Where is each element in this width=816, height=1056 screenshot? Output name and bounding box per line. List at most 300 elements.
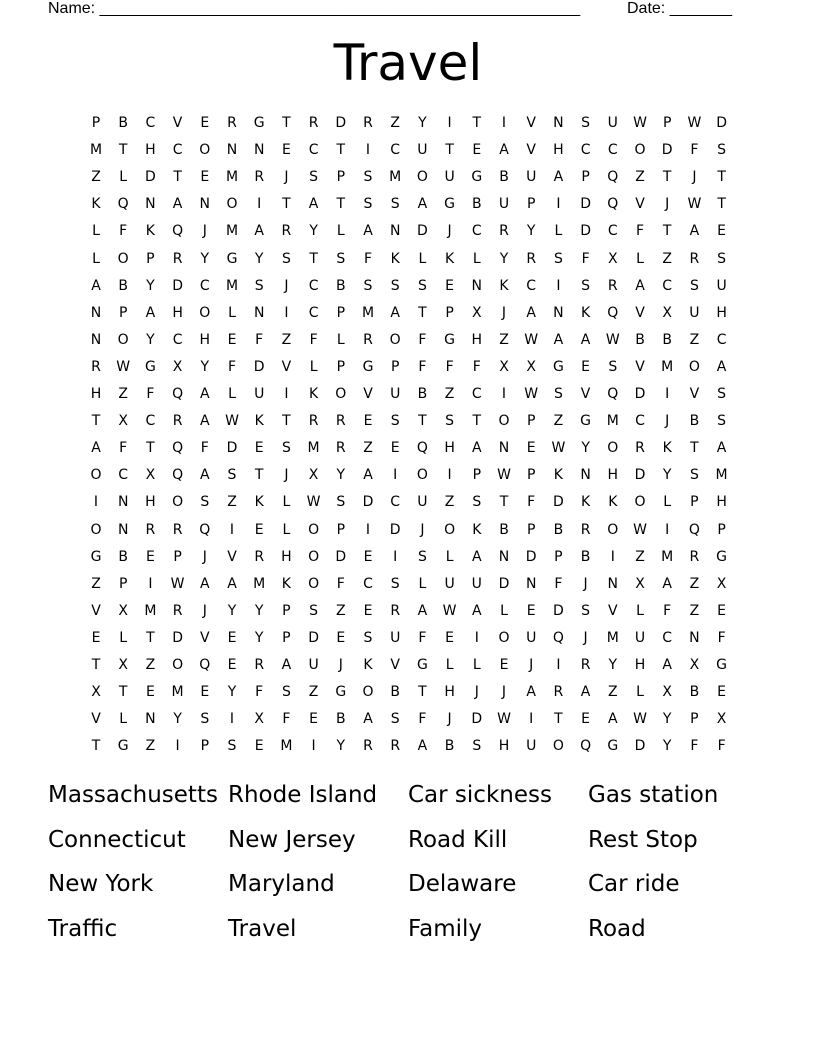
grid-letter[interactable]: P — [118, 575, 128, 592]
grid-letter[interactable]: N — [253, 142, 265, 159]
grid-letter[interactable]: V — [363, 386, 373, 402]
grid-letter[interactable]: P — [690, 494, 699, 511]
grid-letter[interactable]: P — [581, 169, 590, 186]
grid-letter[interactable]: Y — [336, 467, 346, 484]
grid-letter[interactable]: V — [608, 602, 618, 619]
grid-letter[interactable]: N — [498, 440, 510, 457]
grid-letter[interactable]: R — [553, 684, 564, 701]
grid-letter[interactable]: M — [661, 548, 674, 565]
grid-letter[interactable]: H — [444, 440, 455, 457]
grid-letter[interactable]: X — [662, 684, 672, 701]
grid-letter[interactable]: A — [227, 575, 237, 592]
grid-letter[interactable]: I — [229, 711, 235, 728]
grid-letter[interactable]: F — [581, 250, 590, 267]
grid-letter[interactable]: E — [717, 602, 727, 619]
grid-letter[interactable]: H — [444, 684, 455, 701]
grid-letter[interactable]: R — [580, 521, 591, 538]
grid-letter[interactable]: A — [200, 467, 210, 484]
grid-letter[interactable]: P — [690, 711, 699, 728]
grid-letter[interactable]: F — [663, 602, 672, 619]
grid-letter[interactable]: R — [689, 548, 700, 565]
grid-letter[interactable]: T — [418, 413, 427, 430]
grid-letter[interactable]: H — [199, 331, 211, 348]
grid-letter[interactable]: P — [200, 738, 210, 755]
grid-letter[interactable]: Q — [172, 386, 184, 402]
grid-letter[interactable]: M — [606, 629, 619, 646]
grid-letter[interactable]: R — [172, 602, 183, 619]
grid-letter[interactable]: F — [527, 494, 536, 511]
grid-letter[interactable]: V — [526, 142, 536, 159]
grid-letter[interactable]: I — [665, 386, 670, 402]
grid-letter[interactable]: Y — [581, 440, 590, 457]
grid-letter[interactable]: Z — [227, 494, 237, 511]
grid-letter[interactable]: D — [553, 602, 564, 619]
grid-letter[interactable]: L — [228, 304, 236, 321]
grid-letter[interactable]: R — [607, 277, 618, 294]
grid-letter[interactable]: T — [118, 684, 128, 701]
grid-letter[interactable]: X — [472, 304, 482, 321]
grid-letter[interactable]: P — [526, 196, 536, 213]
grid-letter[interactable]: Z — [635, 548, 645, 565]
grid-letter[interactable]: D — [335, 115, 347, 131]
grid-letter[interactable]: C — [607, 142, 618, 159]
grid-letter[interactable]: R — [689, 250, 700, 267]
grid-letter[interactable]: A — [200, 386, 210, 402]
grid-letter[interactable]: G — [90, 548, 102, 565]
grid-letter[interactable]: G — [335, 684, 347, 701]
grid-letter[interactable]: S — [200, 494, 210, 511]
grid-letter[interactable]: P — [445, 304, 454, 321]
grid-letter[interactable]: R — [580, 657, 591, 673]
grid-letter[interactable]: F — [554, 575, 563, 592]
grid-letter[interactable]: F — [418, 358, 427, 375]
grid-letter[interactable]: V — [390, 657, 400, 673]
grid-letter[interactable]: E — [227, 657, 237, 673]
grid-letter[interactable]: A — [580, 331, 591, 348]
grid-letter[interactable]: E — [581, 711, 591, 728]
grid-letter[interactable]: U — [607, 115, 618, 131]
grid-letter[interactable]: N — [90, 304, 102, 321]
grid-letter[interactable]: G — [144, 358, 156, 375]
grid-letter[interactable]: Y — [309, 223, 318, 240]
grid-letter[interactable]: M — [661, 358, 674, 375]
grid-letter[interactable]: A — [472, 602, 482, 619]
grid-letter[interactable]: Q — [172, 223, 184, 240]
grid-letter[interactable]: H — [145, 494, 156, 511]
grid-letter[interactable]: U — [390, 386, 401, 402]
grid-letter[interactable]: G — [716, 548, 728, 565]
grid-letter[interactable]: L — [663, 494, 672, 511]
grid-letter[interactable]: A — [526, 684, 536, 701]
grid-letter[interactable]: N — [525, 575, 537, 592]
grid-letter[interactable]: Y — [254, 250, 264, 267]
grid-letter[interactable]: C — [390, 142, 401, 159]
grid-letter[interactable]: K — [499, 277, 509, 294]
grid-letter[interactable]: U — [417, 494, 428, 511]
grid-letter[interactable]: F — [227, 358, 237, 375]
grid-letter[interactable]: G — [471, 169, 483, 186]
grid-letter[interactable]: B — [417, 386, 428, 402]
grid-letter[interactable]: V — [635, 358, 645, 375]
grid-letter[interactable]: F — [418, 331, 427, 348]
grid-letter[interactable]: F — [717, 629, 726, 646]
grid-letter[interactable]: S — [363, 277, 373, 294]
grid-letter[interactable]: H — [716, 494, 727, 511]
grid-letter[interactable]: W — [497, 467, 511, 484]
grid-letter[interactable]: A — [472, 548, 482, 565]
grid-letter[interactable]: R — [227, 115, 237, 131]
grid-letter[interactable]: T — [282, 413, 291, 430]
grid-letter[interactable]: S — [336, 250, 346, 267]
grid-letter[interactable]: C — [580, 142, 591, 159]
grid-letter[interactable]: S — [390, 575, 400, 592]
grid-letter[interactable]: O — [335, 386, 347, 402]
grid-letter[interactable]: L — [636, 250, 644, 267]
grid-letter[interactable]: L — [472, 250, 481, 267]
grid-letter[interactable]: L — [309, 358, 318, 375]
grid-letter[interactable]: D — [498, 575, 510, 592]
grid-letter[interactable]: U — [526, 169, 537, 186]
grid-letter[interactable]: D — [634, 386, 646, 402]
grid-letter[interactable]: K — [553, 467, 563, 484]
grid-letter[interactable]: B — [444, 738, 455, 755]
grid-letter[interactable]: E — [254, 738, 264, 755]
grid-letter[interactable]: A — [200, 413, 210, 430]
grid-letter[interactable]: S — [553, 386, 563, 402]
grid-letter[interactable]: L — [119, 711, 128, 728]
grid-letter[interactable]: S — [336, 494, 346, 511]
grid-letter[interactable]: O — [416, 169, 428, 186]
grid-letter[interactable]: E — [91, 629, 101, 646]
grid-letter[interactable]: Y — [254, 602, 264, 619]
grid-letter[interactable]: V — [91, 602, 101, 619]
grid-letter[interactable]: O — [199, 142, 211, 159]
grid-letter[interactable]: I — [556, 196, 561, 213]
grid-letter[interactable]: X — [118, 413, 128, 430]
grid-letter[interactable]: C — [118, 467, 129, 484]
grid-letter[interactable]: Q — [172, 467, 184, 484]
grid-letter[interactable]: S — [417, 548, 427, 565]
grid-letter[interactable]: D — [362, 494, 374, 511]
grid-letter[interactable]: A — [716, 440, 727, 457]
grid-letter[interactable]: E — [363, 548, 373, 565]
grid-letter[interactable]: T — [146, 440, 155, 457]
grid-letter[interactable]: O — [90, 467, 102, 484]
grid-letter[interactable]: L — [336, 331, 345, 348]
grid-letter[interactable]: Q — [199, 657, 211, 673]
grid-letter[interactable]: L — [336, 223, 345, 240]
grid-letter[interactable]: H — [471, 331, 483, 348]
grid-letter[interactable]: X — [118, 657, 128, 673]
grid-letter[interactable]: S — [227, 467, 237, 484]
grid-letter[interactable]: S — [254, 277, 264, 294]
grid-letter[interactable]: S — [200, 711, 210, 728]
grid-letter[interactable]: X — [118, 602, 128, 619]
grid-letter[interactable]: L — [92, 250, 100, 267]
grid-letter[interactable]: F — [717, 738, 726, 755]
grid-letter[interactable]: K — [581, 304, 591, 321]
grid-letter[interactable]: B — [499, 521, 509, 538]
grid-letter[interactable]: Y — [662, 738, 672, 755]
grid-letter[interactable]: Q — [607, 304, 619, 321]
grid-letter[interactable]: C — [390, 494, 401, 511]
grid-letter[interactable]: E — [445, 277, 455, 294]
grid-letter[interactable]: T — [173, 169, 182, 186]
grid-letter[interactable]: D — [172, 629, 183, 646]
grid-letter[interactable]: N — [553, 304, 564, 321]
grid-letter[interactable]: A — [417, 738, 428, 755]
grid-letter[interactable]: T — [418, 684, 427, 701]
grid-letter[interactable]: N — [607, 575, 619, 592]
grid-letter[interactable]: F — [146, 386, 155, 402]
grid-letter[interactable]: E — [526, 440, 536, 457]
grid-letter[interactable]: S — [309, 169, 319, 186]
grid-letter[interactable]: G — [444, 196, 456, 213]
grid-letter[interactable]: B — [580, 548, 591, 565]
grid-letter[interactable]: J — [202, 602, 207, 619]
grid-letter[interactable]: X — [499, 358, 509, 375]
grid-letter[interactable]: Y — [608, 657, 618, 673]
grid-letter[interactable]: S — [227, 738, 237, 755]
grid-letter[interactable]: N — [145, 196, 156, 213]
grid-letter[interactable]: O — [634, 494, 646, 511]
grid-letter[interactable]: T — [91, 657, 101, 673]
grid-letter[interactable]: C — [662, 277, 673, 294]
grid-letter[interactable]: A — [716, 358, 727, 375]
grid-letter[interactable]: X — [254, 711, 264, 728]
grid-letter[interactable]: E — [281, 142, 291, 159]
grid-letter[interactable]: R — [254, 657, 265, 673]
grid-letter[interactable]: C — [145, 413, 156, 430]
grid-letter[interactable]: I — [501, 115, 507, 131]
grid-letter[interactable]: R — [363, 738, 373, 755]
grid-letter[interactable]: X — [145, 467, 156, 484]
grid-letter[interactable]: Z — [145, 657, 156, 673]
grid-letter[interactable]: W — [524, 386, 539, 402]
grid-letter[interactable]: M — [715, 467, 728, 484]
grid-letter[interactable]: I — [447, 115, 452, 131]
grid-letter[interactable]: A — [580, 684, 591, 701]
grid-letter[interactable]: S — [717, 142, 727, 159]
grid-letter[interactable]: T — [309, 250, 318, 267]
grid-letter[interactable]: V — [689, 386, 700, 402]
grid-letter[interactable]: D — [308, 629, 319, 646]
grid-letter[interactable]: V — [635, 304, 645, 321]
grid-letter[interactable]: E — [336, 629, 346, 646]
grid-letter[interactable]: I — [610, 548, 615, 565]
grid-letter[interactable]: W — [116, 358, 131, 375]
grid-letter[interactable]: W — [524, 331, 539, 348]
grid-letter[interactable]: T — [336, 196, 346, 213]
grid-letter[interactable]: S — [689, 277, 699, 294]
grid-letter[interactable]: E — [363, 413, 373, 430]
grid-letter[interactable]: N — [580, 467, 591, 484]
grid-letter[interactable]: S — [581, 602, 591, 619]
grid-letter[interactable]: I — [474, 629, 479, 646]
grid-letter[interactable]: B — [553, 521, 564, 538]
grid-letter[interactable]: K — [91, 196, 101, 213]
grid-letter[interactable]: U — [308, 657, 319, 673]
grid-letter[interactable]: Z — [308, 684, 319, 701]
grid-letter[interactable]: L — [228, 386, 236, 402]
grid-letter[interactable]: B — [635, 331, 645, 348]
grid-letter[interactable]: P — [526, 467, 536, 484]
grid-letter[interactable]: P — [118, 304, 128, 321]
grid-letter[interactable]: O — [172, 494, 184, 511]
grid-letter[interactable]: E — [472, 142, 482, 159]
grid-letter[interactable]: A — [281, 657, 292, 673]
grid-letter[interactable]: A — [472, 440, 482, 457]
grid-letter[interactable]: I — [175, 738, 180, 755]
grid-letter[interactable]: J — [284, 277, 289, 294]
grid-letter[interactable]: A — [553, 331, 564, 348]
grid-letter[interactable]: N — [471, 277, 483, 294]
grid-letter[interactable]: M — [361, 304, 375, 321]
grid-letter[interactable]: S — [472, 494, 482, 511]
grid-letter[interactable]: R — [308, 115, 319, 131]
grid-letter[interactable]: I — [529, 711, 534, 728]
grid-letter[interactable]: J — [202, 548, 207, 565]
grid-letter[interactable]: Y — [146, 277, 155, 294]
grid-letter[interactable]: L — [636, 602, 644, 619]
grid-letter[interactable]: L — [500, 602, 508, 619]
grid-letter[interactable]: W — [633, 115, 647, 131]
grid-letter[interactable]: S — [390, 277, 400, 294]
grid-letter[interactable]: S — [363, 629, 373, 646]
grid-letter[interactable]: R — [526, 250, 537, 267]
grid-letter[interactable]: N — [253, 304, 265, 321]
grid-letter[interactable]: J — [284, 169, 289, 186]
grid-letter[interactable]: Y — [200, 250, 210, 267]
grid-letter[interactable]: E — [499, 657, 509, 673]
grid-letter[interactable]: Q — [117, 196, 129, 213]
grid-letter[interactable]: O — [444, 521, 456, 538]
grid-letter[interactable]: X — [662, 304, 672, 321]
grid-letter[interactable]: C — [716, 331, 727, 348]
grid-letter[interactable]: Y — [200, 358, 210, 375]
grid-letter[interactable]: J — [501, 304, 507, 321]
grid-letter[interactable]: C — [199, 277, 210, 294]
grid-letter[interactable]: P — [336, 358, 346, 375]
grid-letter[interactable]: C — [172, 142, 183, 159]
grid-letter[interactable]: P — [526, 521, 536, 538]
grid-letter[interactable]: U — [634, 629, 646, 646]
grid-letter[interactable]: G — [552, 358, 564, 375]
grid-letter[interactable]: S — [281, 250, 291, 267]
grid-letter[interactable]: A — [363, 467, 373, 484]
grid-letter[interactable]: F — [336, 575, 345, 592]
grid-letter[interactable]: R — [172, 413, 183, 430]
grid-letter[interactable]: F — [363, 250, 373, 267]
grid-letter[interactable]: U — [417, 142, 428, 159]
grid-letter[interactable]: T — [690, 440, 699, 457]
grid-letter[interactable]: C — [607, 223, 618, 240]
grid-letter[interactable]: Q — [607, 196, 619, 213]
grid-letter[interactable]: L — [282, 494, 291, 511]
grid-letter[interactable]: O — [117, 331, 129, 348]
grid-letter[interactable]: Z — [145, 738, 156, 755]
grid-letter[interactable]: P — [717, 521, 726, 538]
grid-letter[interactable]: U — [390, 629, 401, 646]
grid-letter[interactable]: F — [200, 440, 209, 457]
grid-letter[interactable]: O — [416, 467, 428, 484]
grid-letter[interactable]: O — [308, 575, 320, 592]
grid-letter[interactable]: A — [689, 223, 700, 240]
grid-letter[interactable]: S — [717, 413, 727, 430]
grid-letter[interactable]: A — [417, 602, 428, 619]
grid-letter[interactable]: J — [420, 521, 425, 538]
grid-letter[interactable]: C — [145, 115, 156, 131]
grid-letter[interactable]: N — [145, 711, 156, 728]
grid-letter[interactable]: P — [662, 115, 672, 131]
grid-letter[interactable]: D — [145, 169, 156, 186]
grid-letter[interactable]: I — [93, 494, 99, 511]
grid-letter[interactable]: E — [390, 440, 400, 457]
grid-letter[interactable]: J — [202, 223, 207, 240]
grid-letter[interactable]: V — [227, 548, 237, 565]
grid-letter[interactable]: V — [580, 386, 591, 402]
grid-letter[interactable]: A — [608, 711, 618, 728]
grid-letter[interactable]: L — [119, 629, 128, 646]
grid-letter[interactable]: I — [284, 386, 289, 402]
grid-letter[interactable]: Q — [552, 629, 564, 646]
grid-letter[interactable]: U — [689, 304, 700, 321]
grid-letter[interactable]: Q — [580, 738, 592, 755]
grid-letter[interactable]: S — [581, 277, 591, 294]
grid-letter[interactable]: U — [444, 169, 455, 186]
grid-letter[interactable]: M — [307, 440, 320, 457]
grid-letter[interactable]: E — [200, 115, 210, 131]
grid-letter[interactable]: Y — [526, 223, 536, 240]
grid-letter[interactable]: R — [172, 521, 183, 538]
grid-letter[interactable]: I — [365, 142, 371, 159]
grid-letter[interactable]: M — [225, 169, 239, 186]
grid-letter[interactable]: F — [418, 629, 427, 646]
grid-letter[interactable]: A — [662, 575, 672, 592]
grid-letter[interactable]: M — [253, 575, 266, 592]
grid-letter[interactable]: Y — [227, 684, 237, 701]
grid-letter[interactable]: O — [226, 196, 238, 213]
grid-letter[interactable]: G — [253, 115, 265, 131]
grid-letter[interactable]: Q — [607, 386, 619, 402]
grid-letter[interactable]: A — [417, 196, 428, 213]
grid-letter[interactable]: C — [308, 277, 319, 294]
grid-letter[interactable]: R — [308, 413, 319, 430]
grid-letter[interactable]: A — [254, 223, 264, 240]
grid-letter[interactable]: P — [390, 358, 400, 375]
grid-letter[interactable]: F — [119, 223, 128, 240]
grid-letter[interactable]: I — [393, 467, 398, 484]
grid-letter[interactable]: M — [606, 413, 619, 430]
grid-letter[interactable]: E — [526, 602, 536, 619]
grid-letter[interactable]: O — [117, 250, 129, 267]
grid-letter[interactable]: A — [499, 142, 509, 159]
grid-letter[interactable]: L — [472, 657, 481, 673]
grid-letter[interactable]: I — [556, 277, 561, 294]
grid-letter[interactable]: U — [526, 629, 537, 646]
grid-letter[interactable]: X — [716, 711, 727, 728]
grid-letter[interactable]: S — [445, 413, 455, 430]
grid-letter[interactable]: S — [281, 684, 291, 701]
grid-letter[interactable]: E — [227, 629, 237, 646]
grid-letter[interactable]: Z — [689, 331, 700, 348]
grid-letter[interactable]: R — [635, 440, 645, 457]
grid-letter[interactable]: D — [716, 115, 727, 131]
grid-letter[interactable]: D — [226, 440, 238, 457]
grid-letter[interactable]: K — [254, 413, 264, 430]
grid-letter[interactable]: T — [445, 142, 454, 159]
grid-letter[interactable]: O — [362, 684, 374, 701]
